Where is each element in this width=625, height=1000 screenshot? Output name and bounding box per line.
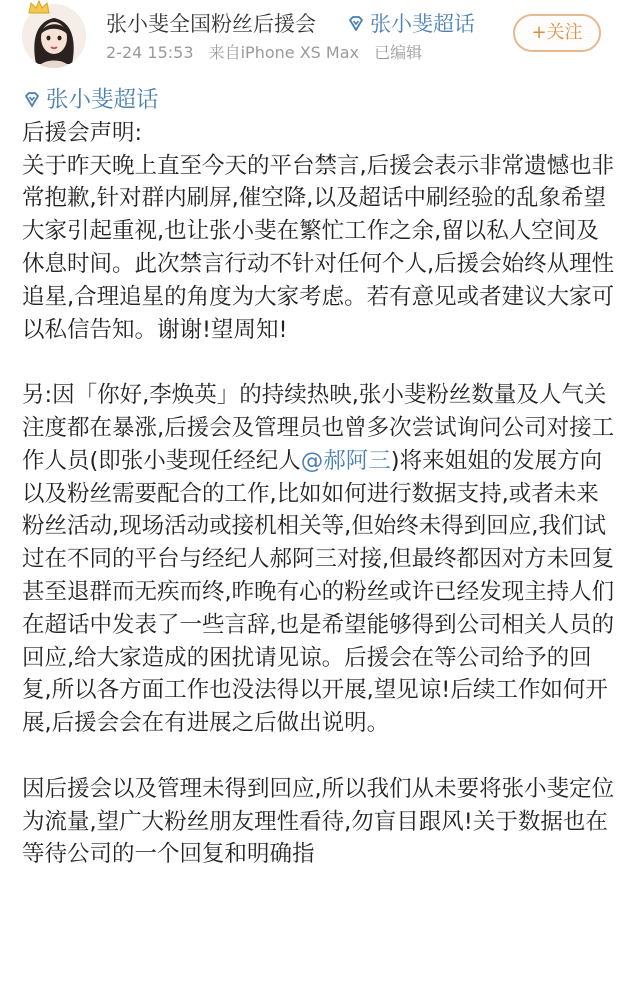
topic-link-label: 张小斐超话 <box>46 87 159 113</box>
topic-diamond-icon <box>22 90 42 110</box>
avatar[interactable] <box>22 0 88 72</box>
post-content <box>22 84 618 871</box>
post-header <box>0 0 625 80</box>
post-source: 来自iPhone XS Max <box>208 43 359 62</box>
crown-icon <box>28 0 50 14</box>
statement-paragraph-3: 因后援会以及管理未得到回应,所以我们从未要将张小斐定位为流量,望广大粉丝朋友理性看待,勿盲目跟风!关于数据也在等待公司的一个回复和明确指 <box>22 775 615 868</box>
post-edited[interactable]: 已编辑 <box>374 43 423 62</box>
supertopic-tag[interactable] <box>346 10 475 38</box>
follow-button[interactable]: +关注 <box>513 14 601 52</box>
statement-paragraph-1: 关于昨天晚上直至今天的平台禁言,后援会表示非常遗憾也非常抱歉,针对群内刷屏,催空降,以及超话中刷经验的乱象希望大家引起重视,也让张小斐在繁忙工作之余,留以私人空间及休息时间。此次禁言行动不针对任何个人,后援会始终从理性追星,合理追星的角度为大家考虑。若有意见或者建议大家可以私信告知。谢谢!望周知! <box>22 152 615 343</box>
agent-mention-link[interactable]: @郝阿三 <box>300 447 391 474</box>
post-meta <box>106 42 432 64</box>
post-date: 2-24 15:53 <box>106 43 194 62</box>
statement-paragraph-2 <box>22 379 618 740</box>
supertopic-label: 张小斐超话 <box>370 12 475 36</box>
paragraph-gap <box>22 346 618 379</box>
supertopic-diamond-icon <box>346 14 366 34</box>
paragraph-2-text-after: )将来姐姐的发展方向以及粉丝需要配合的工作,比如如何进行数据支持,或者未来粉丝活动,现场活动或接机相关等,但始终未得到回应,我们试过在不同的平台与经纪人郝阿三对接,但最终都因对方未回复甚至退群而无疾而终,昨晚有心的粉丝或许已经发现主持人们在超话中发表了一些言辞,也是希望能够得到公司相关人员的回应,给大家造成的困扰请见谅。后援会在等公司给予的回复,所以各方面工作也没法得以开展,望见谅!后续工作如何开展,后援会会在有进展之后做出说明。 <box>22 447 615 737</box>
topic-link[interactable] <box>22 84 618 117</box>
paragraph-2-text-before: 另:因「你好,李焕英」的持续热映,张小斐粉丝数量及人气关注度都在暴涨,后援会及管理员也曾多次尝试询问公司对接工作人员(即张小斐现任经纪人 <box>22 382 615 474</box>
author-name[interactable]: 张小斐全国粉丝后援会 <box>106 12 316 36</box>
paragraph-gap <box>22 740 618 773</box>
statement-heading: 后援会声明: <box>22 119 143 146</box>
